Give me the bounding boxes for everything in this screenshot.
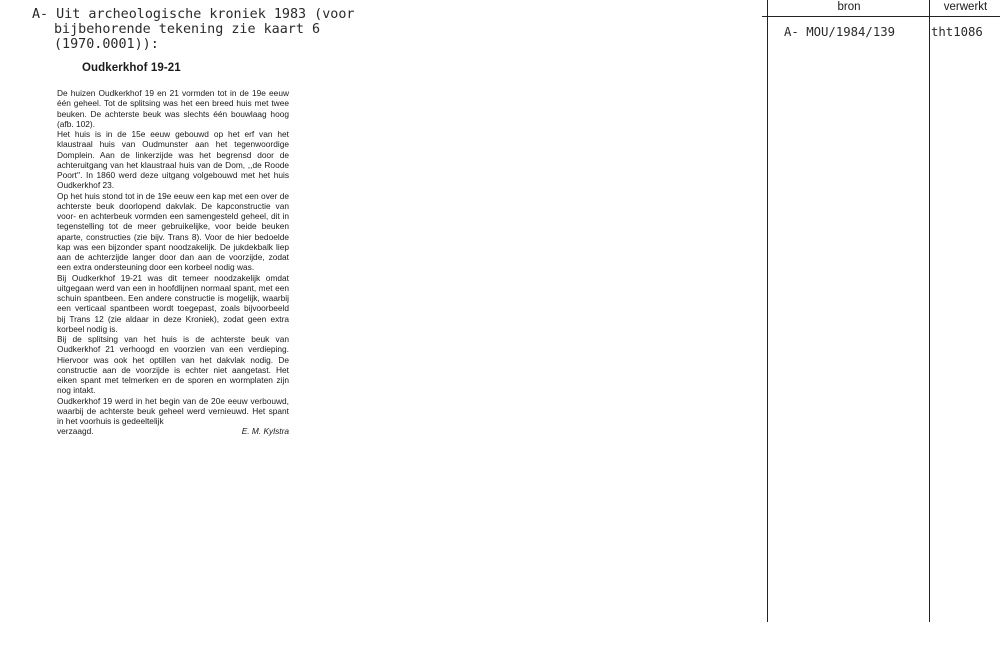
article-clipping [57, 62, 289, 437]
article-body [57, 88, 289, 426]
article-title: Oudkerkhof 19-21 [82, 62, 181, 74]
article-paragraph: Op het huis stond tot in de 19e eeuw een kap met een over de achterste beuk doorlopend dakvlak. De kapconstructie van voor- en achterbeuk vormden een samengesteld geheel, dit in tegenstelling tot de meer gebruikelijke, voor beide beuken aparte, constructies (zie bijv. Trans 8). Voor de hier bedoelde kap was een bijzonder spant noodzakelijk. De jukdekbalk liep aan de achterzijde langer door dan aan de voorzijde, zodat een extra ondersteuning door een korbeel nodig was. [57, 190, 289, 273]
typed-header [32, 7, 355, 53]
column-header-bron: bron [837, 1, 861, 13]
article-paragraph: Bij Oudkerkhof 19-21 was dit temeer noodzakelijk omdat uitgegaan werd van een in hoofdlijnen normaal spant, met een schuin spantbeen. Een andere constructie is mogelijk, waarbij een verticaal spantbeen wordt toegepast, zoals bijvoorbeeld bij Trans 12 (zie aldaar in deze Kroniek), zodat geen extra korbeel nodig is. [57, 272, 289, 334]
article-paragraph: Bij de splitsing van het huis is de achterste beuk van Oudkerkhof 21 verhoogd en voorzien van een verdieping. Hiervoor was ook het optillen van het dakvlak nodig. De constructie aan de voorzijde is echter niet aangetast. Het eiken spant met telmerken en de sporen en wormplaten zijn nog intakt. [57, 334, 289, 396]
article-paragraph: Oudkerkhof 19 werd in het begin van de 20e eeuw verbouwd, waarbij de achterste beuk geheel werd vernieuwd. Het spant in het voorhuis is gedeeltelijk [57, 395, 289, 426]
register-header-rule [762, 16, 1000, 17]
typed-header-line-2: bijbehorende tekening zie kaart 6 [54, 22, 321, 38]
typed-header-line-1: A- Uit archeologische kroniek 1983 (voor [32, 7, 355, 22]
typed-header-line-3: (1970.0001)): [54, 37, 159, 53]
column-header-verwerkt: verwerkt [943, 1, 988, 13]
register-column-divider-right [929, 0, 930, 622]
article-last-word: verzaagd. [57, 426, 94, 437]
register-entry-verwerkt: tht1086 [931, 25, 983, 39]
article-paragraph: Het huis is in de 15e eeuw gebouwd op het erf van het klaustraal huis van Oudmunster aan het tegenwoordige Domplein. Aan de linkerzijde was het begrensd door de achteruitgang van het klaustraal huis van de Dom, ,,de Roode Poort''. In 1860 werd deze uitgang volgebouwd met het huis Oudkerkhof 23. [57, 129, 289, 191]
article-closing-line [57, 426, 289, 436]
article-paragraph: De huizen Oudkerkhof 19 en 21 vormden tot in de 19e eeuw één geheel. Tot de splitsing was het een breed huis met twee beuken. De achterste beuk was slechts één bouwlaag hoog (afb. 102). [57, 88, 289, 129]
author-signature: E. M. Kylstra [241, 426, 289, 437]
register-column-divider-left [767, 0, 768, 622]
register-entry-bron: A- MOU/1984/139 [784, 25, 896, 39]
